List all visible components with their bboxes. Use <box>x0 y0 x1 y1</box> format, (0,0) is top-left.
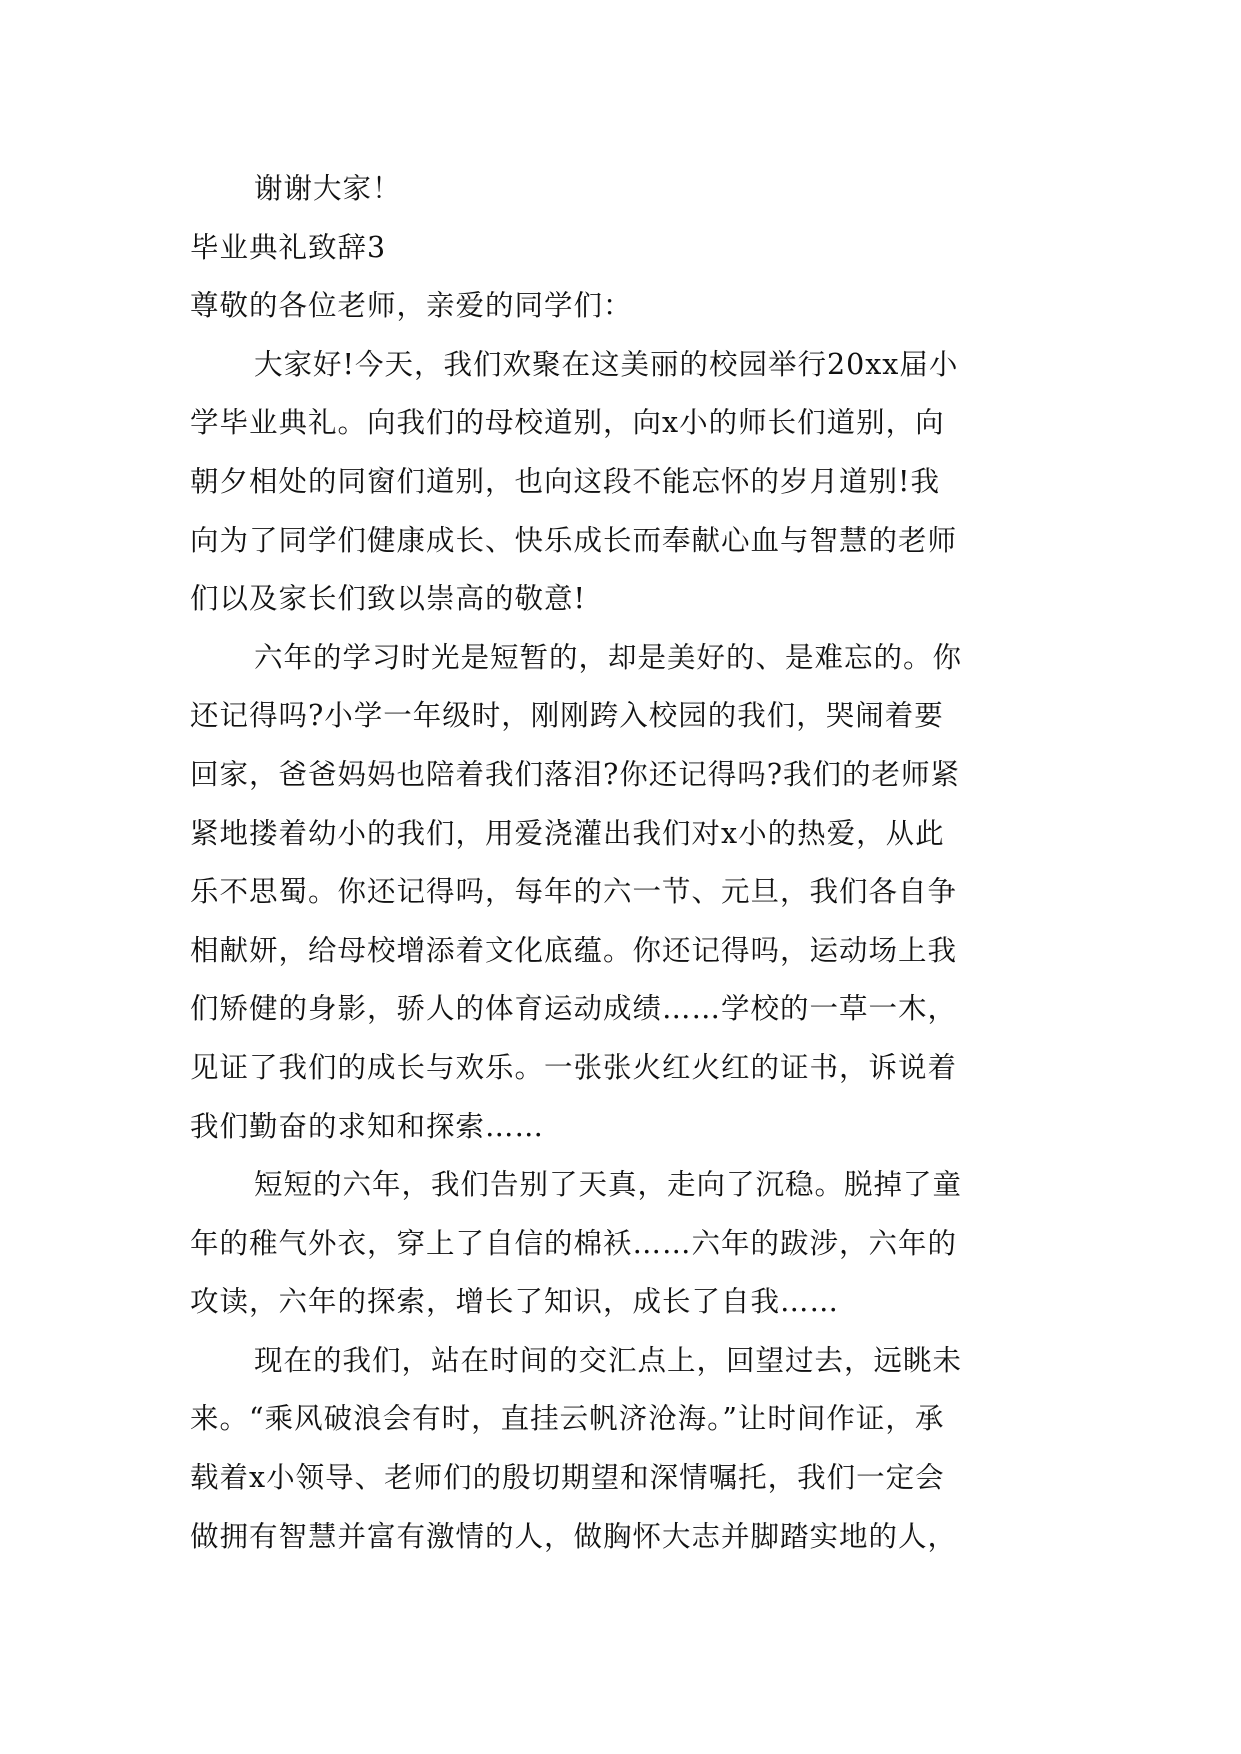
paragraph-line: 回家，爸爸妈妈也陪着我们落泪?你还记得吗?我们的老师紧 <box>190 757 961 791</box>
paragraph-line: 紧地搂着幼小的我们，用爱浇灌出我们对x小的热爱，从此 <box>190 816 945 850</box>
paragraph-line: 年的稚气外衣，穿上了自信的棉袄……六年的跋涉，六年的 <box>190 1226 958 1260</box>
paragraph-line: 相献妍，给母校增添着文化底蕴。你还记得吗，运动场上我 <box>190 933 958 967</box>
paragraph-line: 我们勤奋的求知和探索…… <box>190 1109 545 1143</box>
paragraph-line: 见证了我们的成长与欢乐。一张张火红火红的证书，诉说着 <box>190 1050 958 1084</box>
paragraph-line: 朝夕相处的同窗们道别，也向这段不能忘怀的岁月道别!我 <box>190 464 940 498</box>
section-heading: 毕业典礼致辞3 <box>190 230 387 264</box>
paragraph-line: 学毕业典礼。向我们的母校道别，向x小的师长们道别，向 <box>190 406 945 440</box>
paragraph-line: 攻读，六年的探索，增长了知识，成长了自我…… <box>190 1285 840 1319</box>
paragraph-line: 们矫健的身影，骄人的体育运动成绩……学校的一草一木， <box>190 992 958 1026</box>
paragraph-line: 乐不思蜀。你还记得吗，每年的六一节、元旦，我们各自争 <box>190 875 958 909</box>
paragraph-line: 现在的我们，站在时间的交汇点上，回望过去，远眺未 <box>254 1343 963 1377</box>
paragraph-line: 做拥有智慧并富有激情的人，做胸怀大志并脚踏实地的人， <box>190 1519 958 1553</box>
salutation-line: 尊敬的各位老师，亲爱的同学们： <box>190 289 633 323</box>
paragraph-line: 们以及家长们致以崇高的敬意! <box>190 582 586 616</box>
closing-thanks-line: 谢谢大家！ <box>254 172 402 205</box>
paragraph-line: 短短的六年，我们告别了天真，走向了沉稳。脱掉了童 <box>254 1168 963 1202</box>
paragraph-line: 载着x小领导、老师们的殷切期望和深情嘱托，我们一定会 <box>190 1461 945 1495</box>
paragraph-line: 六年的学习时光是短暂的，却是美好的、是难忘的。你 <box>254 640 963 674</box>
paragraph-line: 大家好!今天，我们欢聚在这美丽的校园举行20xx届小 <box>254 347 959 381</box>
paragraph-line: 向为了同学们健康成长、快乐成长而奉献心血与智慧的老师 <box>190 523 958 557</box>
paragraph-line: 还记得吗?小学一年级时，刚刚跨入校园的我们，哭闹着要 <box>190 699 944 733</box>
document-body <box>190 160 1060 1566</box>
paragraph-line: 来。“乘风破浪会有时，直挂云帆济沧海。”让时间作证，承 <box>190 1402 945 1436</box>
